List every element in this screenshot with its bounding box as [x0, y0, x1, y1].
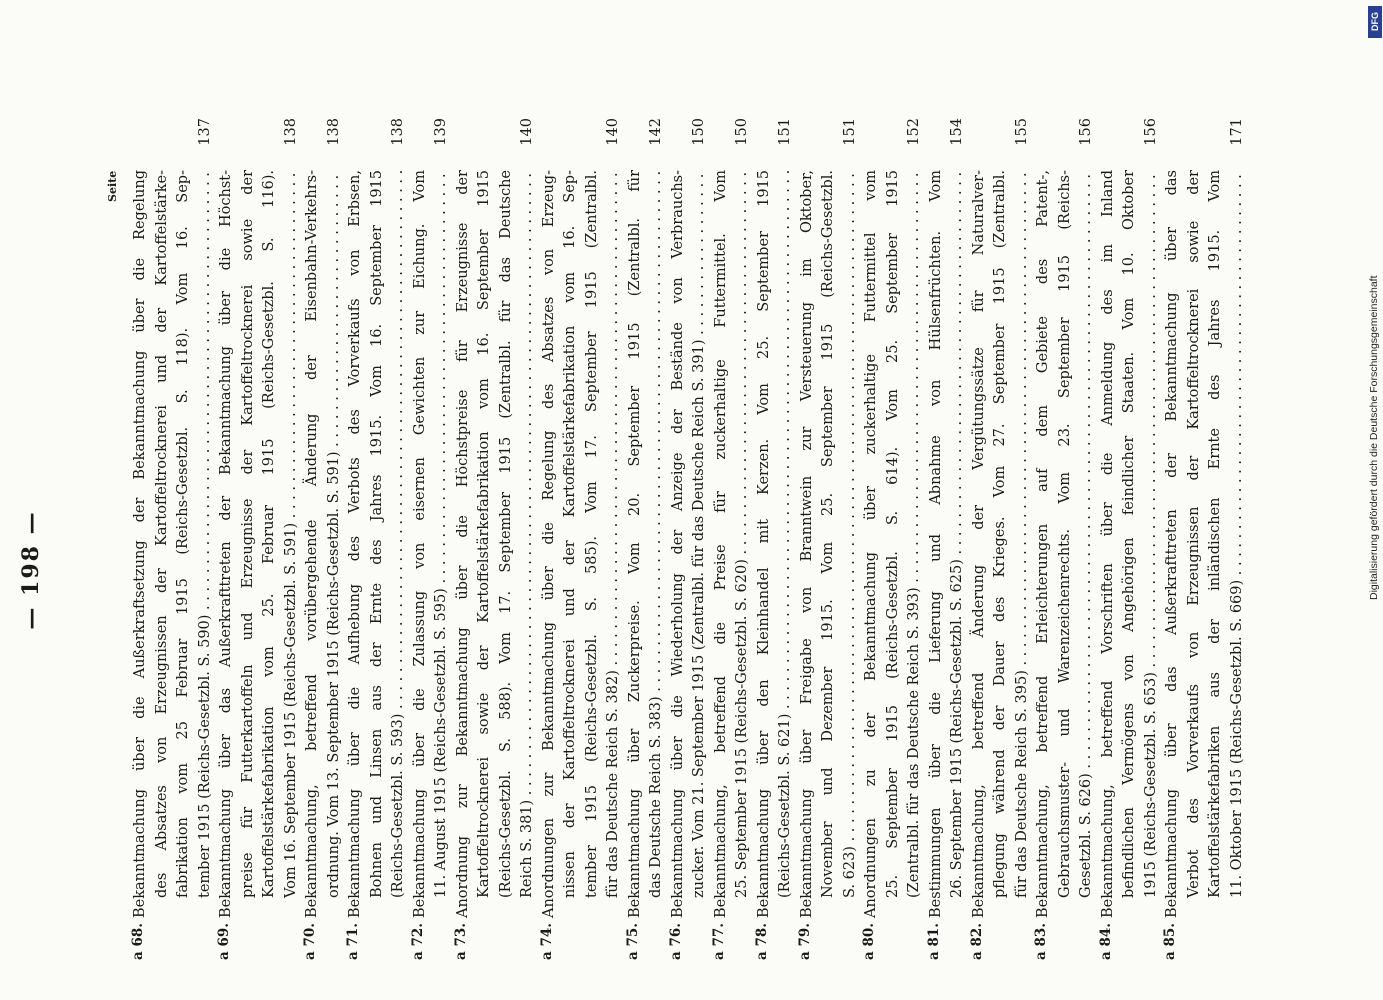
- entry-line: des Absatzes von Erzeugnissen der Kartoffeltrocknerei und der Kartoffelstärke-: [153, 170, 170, 898]
- entry-id: a 81.: [925, 923, 942, 960]
- entry-line: Bekanntmachung über das Außerkrafttreten der Bekanntmachung über die Höchst-: [218, 170, 234, 918]
- entry-line: Verbot des Vorverkaufs von Erzeugnissen der Kartoffeltrocknerei sowie der: [1185, 170, 1202, 898]
- entry-id: a 71.: [345, 923, 361, 960]
- toc-entry: [968, 118, 1034, 960]
- entry-id: a 75.: [624, 923, 641, 960]
- entry-line: Anordnungen zu der Bekanntmachung über zuckerhaltige Futtermittel vom: [863, 170, 879, 918]
- entry-id: a 80.: [861, 923, 877, 960]
- entry-line: Vom 16. September 1915 (Reichs-Gesetzbl. S. 591) . . .: [281, 170, 303, 918]
- entry-page-ref: 171: [1228, 118, 1245, 146]
- entry-page-ref: 155: [1013, 118, 1030, 146]
- entry-line: Bekanntmachung über die Außerkraftsetzung der Bekanntmachung über die Regelung: [132, 170, 148, 918]
- toc-entry: [796, 118, 862, 960]
- entry-line: Bekanntmachung, betreffend Vorschriften über die Anmeldung des im Inland: [1099, 170, 1116, 918]
- entry-line: (Zentralbl. für das Deutsche Reich S. 393) . . .: [904, 170, 926, 918]
- seite-column-label: Seite: [106, 170, 119, 202]
- entry-line: Kartoffeltrocknerei sowie der Kartoffelstärkefabrikation vom 16. September 1915: [476, 170, 492, 898]
- entry-line: Gesetzbl. S. 626) . . .: [1076, 170, 1098, 918]
- entry-page-ref: 139: [433, 118, 449, 146]
- entry-line: Bekanntmachung, betreffend vorübergehende Änderung der Eisenbahn-Verkehrs-: [304, 170, 320, 918]
- entry-line: pflegung während der Dauer des Krieges. Vom 27. September 1915 (Zentralbl.: [992, 170, 1008, 898]
- entry-line: fabrikation vom 25 Februar 1915 (Reichs-Gesetzbl. S. 118). Vom 16. Sep-: [175, 170, 191, 898]
- entry-page-ref: 138: [390, 118, 406, 146]
- entry-page-ref: 140: [605, 118, 621, 146]
- entry-id: a 73.: [452, 923, 469, 960]
- entry-page-ref: 154: [949, 118, 965, 146]
- entry-page-ref: 156: [1078, 118, 1094, 146]
- toc-entry: [925, 118, 969, 960]
- entry-line: das Deutsche Reich S. 383) . . .: [646, 170, 668, 918]
- entry-line: Anordnungen zur Bekanntmachung über die Regelung des Absatzes von Erzeug-: [540, 170, 557, 918]
- entry-page-ref: 138: [325, 118, 342, 146]
- entry-id: a 68.: [130, 923, 146, 960]
- entry-page-ref: 151: [777, 118, 793, 146]
- entry-id: a 85.: [1162, 923, 1178, 960]
- entry-line: Kartoffelstärkefabrikation vom 25. Februar 1915 (Reichs-Gesetzbl. S. 116).: [261, 170, 277, 898]
- entry-line: S. 623) . . .: [840, 170, 862, 918]
- entry-line: preise für Futterkartoffeln und Erzeugnisse der Kartoffeltrocknerei sowie der: [239, 170, 256, 898]
- entry-line: Bekanntmachung über die Zulassung von eisernen Gewichten zur Eichung. Vom: [411, 170, 428, 918]
- toc-entry: [861, 118, 926, 960]
- entry-line: 1915 (Reichs-Gesetzbl. S. 653) . . .: [1141, 170, 1163, 918]
- entry-page-ref: 152: [906, 118, 922, 146]
- entry-line: (Reichs-Gesetzbl. S. 588). Vom 17. September 1915 (Zentralbl. für das Deutsche: [497, 170, 514, 898]
- toc-entry: [409, 118, 453, 960]
- entry-line: Bekanntmachung über Freigabe von Branntwein zur Versteuerung im Oktober,: [798, 170, 815, 918]
- toc-entry: [538, 118, 625, 960]
- entry-line: 25. September 1915 (Reichs-Gesetzbl. S. 614). Vom 25. September 1915: [884, 170, 901, 898]
- entry-id: a 74.: [538, 923, 555, 960]
- dfg-logo: DFG: [1368, 6, 1382, 38]
- entry-id: a 76.: [667, 923, 684, 960]
- entry-line: für das Deutsche Reich S. 382) . . .: [603, 170, 625, 918]
- entry-line: 11. August 1915 (Reichs-Gesetzbl. S. 595) . . .: [431, 170, 453, 918]
- entry-line: Kartoffelstärkefabriken aus der inländischen Ernte des Jahres 1915. Vom: [1207, 170, 1223, 898]
- table-of-contents: [130, 118, 1248, 960]
- entry-line: Bekanntmachung, betreffend Änderung der Vergütungssätze für Naturalver-: [970, 170, 987, 918]
- entry-page-ref: 140: [519, 118, 535, 146]
- toc-entry: [216, 118, 302, 960]
- entry-line: Bekanntmachung, betreffend Erleichterungen auf dem Gebiete des Patent-,: [1035, 170, 1051, 918]
- entry-line: Anordnung zur Bekanntmachung über die Höchstpreise für Erzeugnisse der: [454, 170, 471, 918]
- digitization-note: Digitalisierung gefördert durch die Deutsche Forschungsgemeinschaft: [1368, 275, 1380, 600]
- entry-line: Bestimmungen über die Lieferung und Abnahme von Hülsenfrüchten. Vom: [927, 170, 944, 918]
- toc-entry: [667, 118, 711, 960]
- entry-line: (Reichs-Gesetzbl. S. 593) . . .: [388, 170, 410, 918]
- toc-entry: [624, 118, 668, 960]
- entry-line: Bohnen und Linsen aus der Ernte des Jahres 1915. Vom 16. September 1915: [368, 170, 385, 898]
- entry-page-ref: 150: [691, 118, 707, 146]
- entry-page-ref: 138: [282, 118, 299, 146]
- entry-line: 25. September 1915 (Reichs-Gesetzbl. S. 620) . . .: [732, 170, 754, 918]
- entry-line: zucker. Vom 21. September 1915 (Zentralbl. für das Deutsche Reich S. 391) . . .: [689, 170, 711, 918]
- entry-line: Bekanntmachung über das Außerkrafttreten der Bekanntmachung über das: [1164, 170, 1180, 918]
- entry-line: Bekanntmachung über Zuckerpreise. Vom 20. September 1915 (Zentralbl. für: [626, 170, 643, 918]
- entry-page-ref: 156: [1142, 118, 1159, 146]
- entry-id: a 78.: [753, 923, 770, 960]
- entry-line: für das Deutsche Reich S. 395) . . .: [1012, 170, 1034, 918]
- entry-id: a 82.: [968, 923, 985, 960]
- toc-entry: [753, 118, 797, 960]
- entry-line: tember 1915 (Reichs-Gesetzbl. S. 590) . . .: [195, 170, 217, 918]
- entry-id: a 69.: [216, 923, 232, 960]
- entry-line: nissen der Kartoffeltrocknerei und der Kartoffelstärkefabrikation vom 16. Sep-: [562, 170, 578, 898]
- entry-line: 26. September 1915 (Reichs-Gesetzbl. S. 625) . . .: [947, 170, 969, 918]
- entry-line: Bekanntmachung über die Aufhebung des Verbots des Vorverkaufs von Erbsen,: [347, 170, 363, 918]
- entry-id: a 79.: [796, 923, 813, 960]
- entry-id: a 72.: [409, 923, 426, 960]
- entry-page-ref: 137: [196, 118, 213, 146]
- toc-entry: [1097, 118, 1163, 960]
- entry-page-ref: 142: [648, 118, 664, 146]
- entry-line: (Reichs-Gesetzbl. S. 621) . . .: [775, 170, 797, 918]
- entry-id: a 77.: [710, 923, 727, 960]
- toc-entry: [1033, 118, 1098, 960]
- entry-page-ref: 150: [734, 118, 750, 146]
- entry-line: befindlichen Vermögens von Angehörigen feindlicher Staaten. Vom 10. Oktober: [1121, 170, 1137, 898]
- toc-entry: [1162, 118, 1248, 960]
- entry-line: Reich S. 381) . . .: [517, 170, 539, 918]
- entry-id: a 70.: [302, 923, 318, 960]
- rotated-page: [18, 0, 1245, 960]
- toc-entry: [452, 118, 539, 960]
- toc-entry: [130, 118, 216, 960]
- entry-line: Bekanntmachung über die Wiederholung der Anzeige der Bestände von Verbrauchs-: [669, 170, 686, 918]
- entry-line: November und Dezember 1915. Vom 25. September 1915 (Reichs-Gesetzbl.: [820, 170, 836, 898]
- toc-entry: [302, 118, 345, 960]
- entry-line: 11. Oktober 1915 (Reichs-Gesetzbl. S. 669) . . .: [1227, 170, 1249, 918]
- entry-line: Gebrauchsmuster- und Warenzeichenrechts. Vom 23. September 1915 (Reichs-: [1056, 170, 1073, 898]
- entry-line: Bekanntmachung über den Kleinhandel mit Kerzen. Vom 25. September 1915: [755, 170, 772, 918]
- entry-id: a 83.: [1033, 923, 1049, 960]
- entry-page-ref: 151: [841, 118, 858, 146]
- toc-entry: [345, 118, 410, 960]
- entry-line: Bekanntmachung, betreffend die Preise für zuckerhaltige Futtermittel. Vom: [712, 170, 729, 918]
- toc-entry: [710, 118, 754, 960]
- entry-id: a 84.: [1097, 923, 1114, 960]
- entry-line: ordnung. Vom 13. September 1915 (Reichs-Gesetzbl. S. 591) . . .: [324, 170, 346, 918]
- entry-line: tember 1915 (Reichs-Gesetzbl. S. 585). Vom 17. September 1915 (Zentralbl.: [583, 170, 600, 898]
- page-number: — 198 —: [18, 510, 44, 630]
